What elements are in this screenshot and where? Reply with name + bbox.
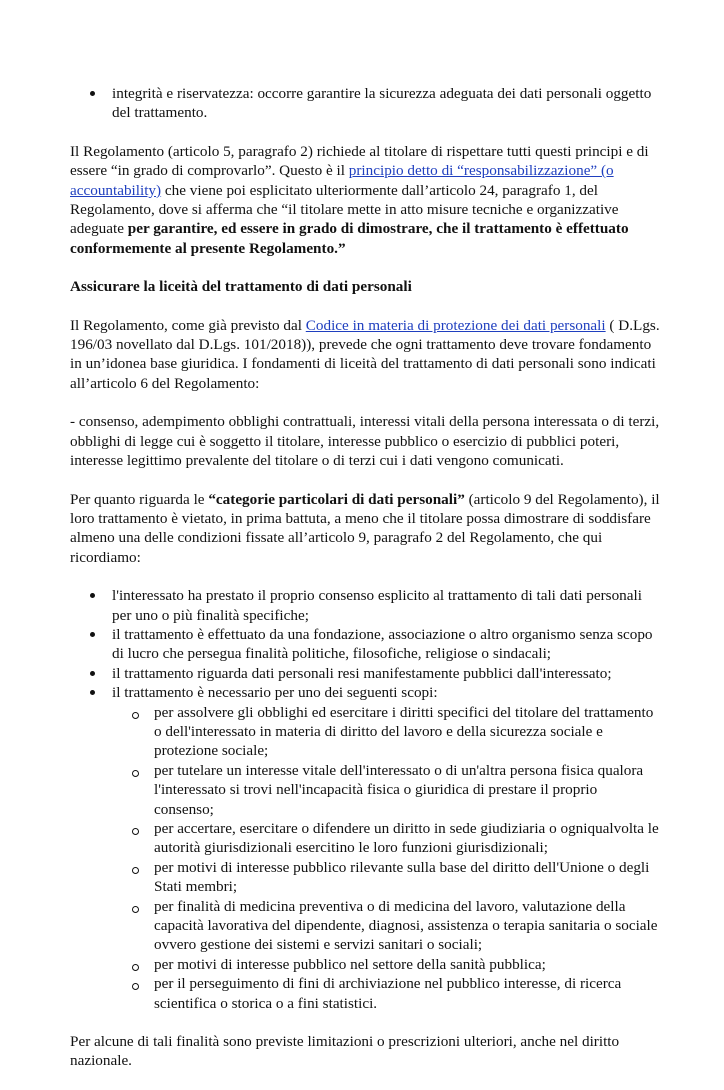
paragraph-categorie	[70, 490, 660, 568]
list-item-text: il trattamento riguarda dati personali resi manifestamente pubblici dall'interessato;	[112, 664, 612, 682]
list-item	[70, 625, 660, 664]
list-item-text: integrità e riservatezza: occorre garantire la sicurezza adeguata dei dati personali oggetto del trattamento.	[112, 85, 652, 122]
sublist-item	[112, 858, 660, 897]
paragraph-text: Per quanto riguarda le	[70, 490, 209, 508]
paragraph-text: che viene poi esplicitato ulteriormente dall’articolo 24, paragrafo 1, del Regolamento, dove si afferma che “il titolare mette in atto misure tecniche e organizzative adeguate	[70, 181, 619, 238]
codice-link[interactable]: Codice in materia di protezione dei dati personali	[305, 316, 606, 334]
list-item	[70, 683, 660, 1013]
accountability-link[interactable]: principio detto di “responsabilizzazione” (o accountability)	[70, 162, 614, 199]
list-item	[70, 586, 660, 625]
sublist-item-text: per il perseguimento di fini di archiviazione nel pubblico interesse, di ricerca scientifica o storica o a fini statistici.	[154, 975, 622, 1012]
list-item-text: l'interessato ha prestato il proprio consenso esplicito al trattamento di tali dati personali per uno o più finalità specifiche;	[112, 587, 642, 624]
list-item	[70, 84, 660, 123]
list-item-text: il trattamento è necessario per uno dei seguenti scopi:	[112, 684, 438, 702]
sublist-item-text: per finalità di medicina preventiva o di medicina del lavoro, valutazione della capacità lavorativa del dipendente, diagnosi, assistenza o terapia sanitaria o sociale ovvero gestione dei sistemi e servizi sanitari o sociali;	[154, 897, 658, 954]
purposes-sublist	[112, 703, 660, 1014]
paragraph-codice	[70, 316, 660, 394]
sublist-item-text: per motivi di interesse pubblico nel settore della sanità pubblica;	[154, 955, 546, 973]
bold-text: per garantire, ed essere in grado di dimostrare, che il trattamento è effettuato conformemente al presente Regolamento.”	[70, 220, 629, 257]
sublist-item	[112, 955, 660, 974]
paragraph-accountability	[70, 142, 660, 258]
sublist-item-text: per tutelare un interesse vitale dell'interessato o di un'altra persona fisica qualora l'interessato si trovi nell'incapacità fisica o giuridica di prestare il proprio consenso;	[154, 761, 644, 818]
paragraph-text: ( D.Lgs. 196/03 novellato dal D.Lgs. 101/2018)), prevede che ogni trattamento deve trovare fondamento in un’idonea base giuridica. I fondamenti di liceità del trattamento di dati personali sono indicati all’articolo 6 del Regolamento:	[70, 316, 660, 392]
list-item	[70, 664, 660, 683]
sublist-item-text: per assolvere gli obblighi ed esercitare i diritti specifici del titolare del trattamento o dell'interessato in materia di diritto del lavoro e della sicurezza sociale e protezione sociale;	[154, 703, 654, 760]
section-heading: Assicurare la liceità del trattamento di dati personali	[70, 278, 412, 296]
sublist-item-text: per accertare, esercitare o difendere un diritto in sede giudiziaria o ogniqualvolta le autorità giurisdizionali esercitino le loro funzioni giurisdizionali;	[154, 820, 659, 857]
sublist-item-text: per motivi di interesse pubblico rilevante sulla base del diritto dell'Unione o degli Stati membri;	[154, 858, 650, 896]
paragraph-text: (articolo 9 del Regolamento), il loro trattamento è vietato, in prima battuta, a meno che il titolare possa dimostrare di soddisfare almeno una delle condizioni fissate all’articolo 9, paragrafo 2 del Regolamento, che qui ricordiamo:	[70, 490, 660, 566]
paragraph-text: Il Regolamento, come già previsto dal	[70, 316, 306, 334]
paragraph-fondamenti: - consenso, adempimento obblighi contrattuali, interessi vitali della persona interessata o di terzi, obblighi di legge cui è soggetto il titolare, interesse pubblico o esercizio di pubblici poteri, interesse legittimo prevalente del titolare o di terzi cui i dati vengono comunicati.	[70, 413, 660, 470]
conditions-list	[70, 586, 660, 1013]
paragraph-text: Il Regolamento (articolo 5, paragrafo 2) richiede al titolare di rispettare tutti questi principi e di essere “in grado di comprovarlo”. Questo è il	[70, 142, 649, 180]
paragraph-closing: Per alcune di tali finalità sono previste limitazioni o prescrizioni ulteriori, anche nel diritto nazionale.	[70, 1033, 620, 1070]
sublist-item	[112, 761, 660, 819]
sublist-item	[112, 703, 660, 761]
sublist-item	[112, 897, 660, 955]
sublist-item	[112, 819, 660, 858]
top-bullet-list	[70, 84, 660, 123]
document-page	[70, 84, 660, 1090]
list-item-text: il trattamento è effettuato da una fondazione, associazione o altro organismo senza scopo di lucro che persegua finalità politiche, filosofiche, religiose o sindacali;	[112, 625, 653, 663]
bold-text: “categorie particolari di dati personali”	[208, 490, 465, 508]
sublist-item	[112, 974, 660, 1013]
